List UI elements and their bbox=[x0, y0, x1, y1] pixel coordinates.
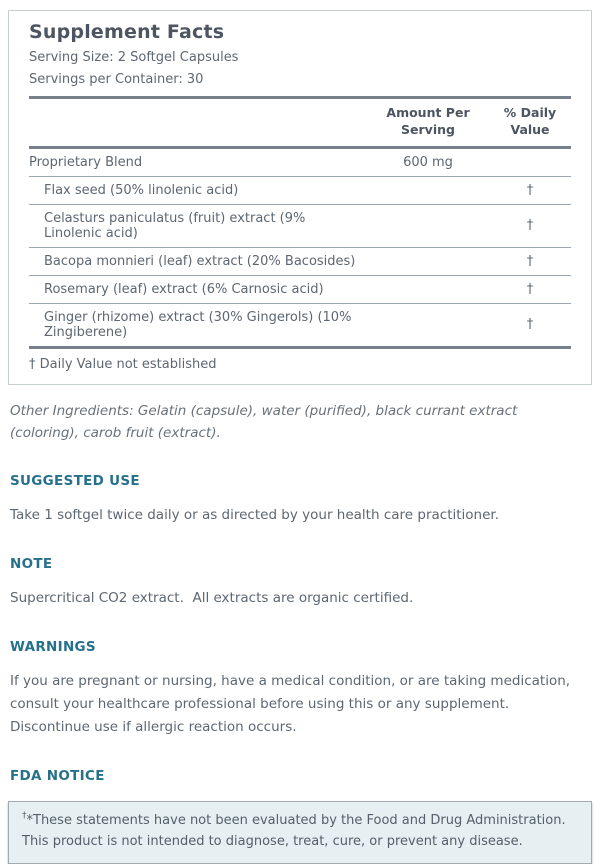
ingredient-daily-value: † bbox=[526, 281, 534, 297]
suggested-use-heading: SUGGESTED USE bbox=[10, 473, 140, 490]
table-row bbox=[29, 275, 571, 303]
header-amount-per-serving: Amount Per Serving bbox=[386, 105, 470, 137]
ingredient-amount: 600 mg bbox=[403, 154, 453, 170]
note-heading: NOTE bbox=[10, 556, 53, 573]
ingredient-name: Ginger (rhizome) extract (30% Gingerols) (10% Zingiberene) bbox=[44, 309, 352, 340]
fda-notice-heading: FDA NOTICE bbox=[10, 767, 105, 784]
warnings-body: If you are pregnant or nursing, have a medical condition, or are taking medication, consult your healthcare professional before using this or any supplement. Discontinue use if allergic reaction occurs. bbox=[10, 673, 575, 736]
fda-disclaimer-box bbox=[8, 801, 592, 864]
other-ingredients: Other Ingredients: Gelatin (capsule), water (purified), black currant extract (coloring), carob fruit (extract). bbox=[10, 402, 518, 442]
suggested-use-body: Take 1 softgel twice daily or as directed by your health care practitioner. bbox=[10, 507, 499, 524]
supplement-facts-title: Supplement Facts bbox=[29, 21, 225, 43]
fda-disclaimer-text: *These statements have not been evaluated by the Food and Drug Administration. This product is not intended to diagnose, treat, cure, or prevent any disease. bbox=[22, 812, 566, 849]
ingredient-name: Flax seed (50% linolenic acid) bbox=[44, 182, 239, 198]
ingredient-daily-value: † bbox=[526, 182, 534, 198]
table-row bbox=[29, 149, 571, 176]
serving-size: Serving Size: 2 Softgel Capsules bbox=[29, 50, 239, 65]
table-row bbox=[29, 176, 571, 204]
ingredient-name: Rosemary (leaf) extract (6% Carnosic acid) bbox=[44, 281, 324, 297]
ingredient-daily-value: † bbox=[526, 253, 534, 269]
dagger-superscript: † bbox=[22, 810, 27, 821]
table-row bbox=[29, 303, 571, 346]
servings-per-container: Servings per Container: 30 bbox=[29, 72, 204, 87]
table-header-row bbox=[29, 99, 571, 149]
ingredient-name: Celasturs paniculatus (fruit) extract (9% Linolenic acid) bbox=[44, 210, 306, 241]
note-body: Supercritical CO2 extract. All extracts are organic certified. bbox=[10, 590, 414, 607]
table-row bbox=[29, 247, 571, 275]
table-row bbox=[29, 204, 571, 247]
ingredient-name: Bacopa monnieri (leaf) extract (20% Bacosides) bbox=[44, 253, 356, 269]
ingredient-name: Proprietary Blend bbox=[29, 154, 143, 170]
ingredient-daily-value: † bbox=[526, 317, 534, 333]
warnings-heading: WARNINGS bbox=[10, 639, 96, 656]
header-percent-daily-value: % Daily Value bbox=[503, 105, 557, 137]
ingredient-daily-value: † bbox=[526, 218, 534, 234]
supplement-facts-panel bbox=[8, 10, 592, 385]
daily-value-footnote: † Daily Value not established bbox=[29, 346, 571, 378]
table-body bbox=[29, 149, 571, 346]
